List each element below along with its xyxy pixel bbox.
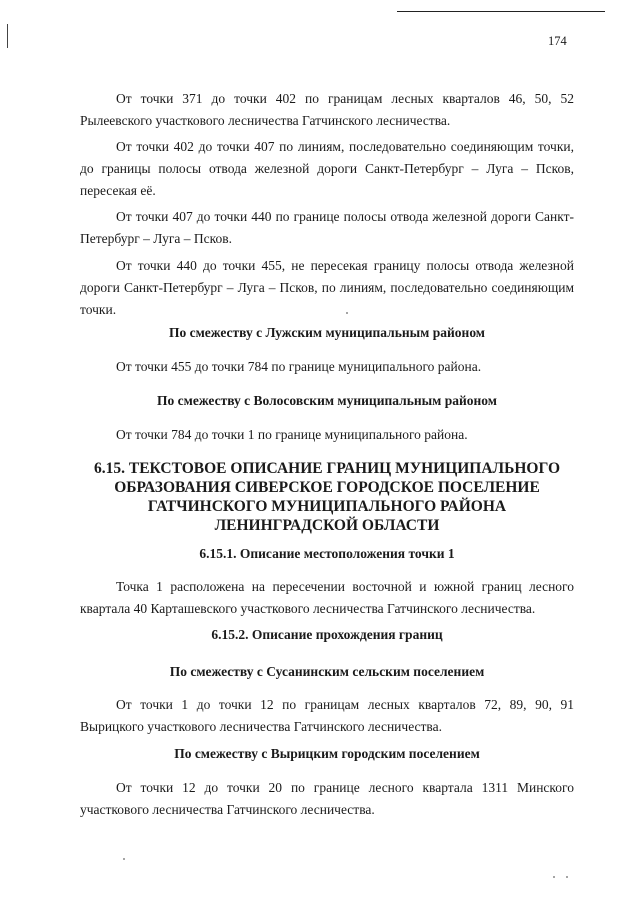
scan-speck bbox=[553, 876, 555, 878]
subsection-heading-boundaries: 6.15.2. Описание прохождения границ bbox=[211, 627, 443, 642]
paragraph-440-455: От точки 440 до точки 455, не пересекая границу полосы отвода железной дороги Санкт-Петербург – Луга – Псков, по линиям, последовательно соединяющим точки. bbox=[80, 258, 574, 317]
paragraph-784-1: От точки 784 до точки 1 по границе муниципального района. bbox=[116, 427, 468, 442]
margin-mark bbox=[7, 24, 8, 48]
paragraph-12-20: От точки 12 до точки 20 по границе лесного квартала 1311 Минского участкового лесничества Гатчинского лесничества. bbox=[80, 780, 574, 817]
page-number: 174 bbox=[548, 34, 567, 48]
top-rule bbox=[397, 11, 605, 12]
heading-vyritskoe-settlement: По смежеству с Вырицким городским поселением bbox=[174, 746, 480, 761]
section-title: 6.15. ТЕКСТОВОЕ ОПИСАНИЕ ГРАНИЦ МУНИЦИПАЛЬНОГО ОБРАЗОВАНИЯ СИВЕРСКОЕ ГОРОДСКОЕ ПОСЕЛЕНИЕ ГАТЧИНСКОГО МУНИЦИПАЛЬНОГО РАЙОНА ЛЕНИНГРАДСКОЙ ОБЛАСТИ bbox=[93, 460, 560, 534]
heading-volosovsky-district: По смежеству с Волосовским муниципальным районом bbox=[157, 393, 497, 408]
paragraph-407-440: От точки 407 до точки 440 по границе полосы отвода железной дороги Санкт-Петербург – Луга – Псков. bbox=[80, 209, 574, 246]
scan-speck bbox=[346, 312, 348, 314]
scan-speck bbox=[123, 858, 125, 860]
paragraph-455-784: От точки 455 до точки 784 по границе муниципального района. bbox=[116, 359, 482, 374]
paragraph-1-12: От точки 1 до точки 12 по границам лесных кварталов 72, 89, 90, 91 Вырицкого участкового лесничества Гатчинского лесничества. bbox=[80, 697, 574, 734]
paragraph-402-407: От точки 402 до точки 407 по линиям, последовательно соединяющим точки, до границы полосы отвода железной дороги Санкт-Петербург – Луга – Псков, пересекая её. bbox=[80, 139, 574, 198]
scan-speck bbox=[566, 876, 568, 878]
heading-susaninskoe-settlement: По смежеству с Сусанинским сельским поселением bbox=[169, 664, 485, 679]
heading-luzhsky-district: По смежеству с Лужским муниципальным районом bbox=[168, 325, 486, 340]
paragraph-point-1-location: Точка 1 расположена на пересечении восточной и южной границ лесного квартала 40 Карташевского участкового лесничества Гатчинского лесничества. bbox=[80, 579, 574, 616]
subsection-heading-point-1: 6.15.1. Описание местоположения точки 1 bbox=[199, 546, 455, 561]
paragraph-371-402: От точки 371 до точки 402 по границам лесных кварталов 46, 50, 52 Рылеевского участкового лесничества Гатчинского лесничества. bbox=[80, 91, 574, 128]
